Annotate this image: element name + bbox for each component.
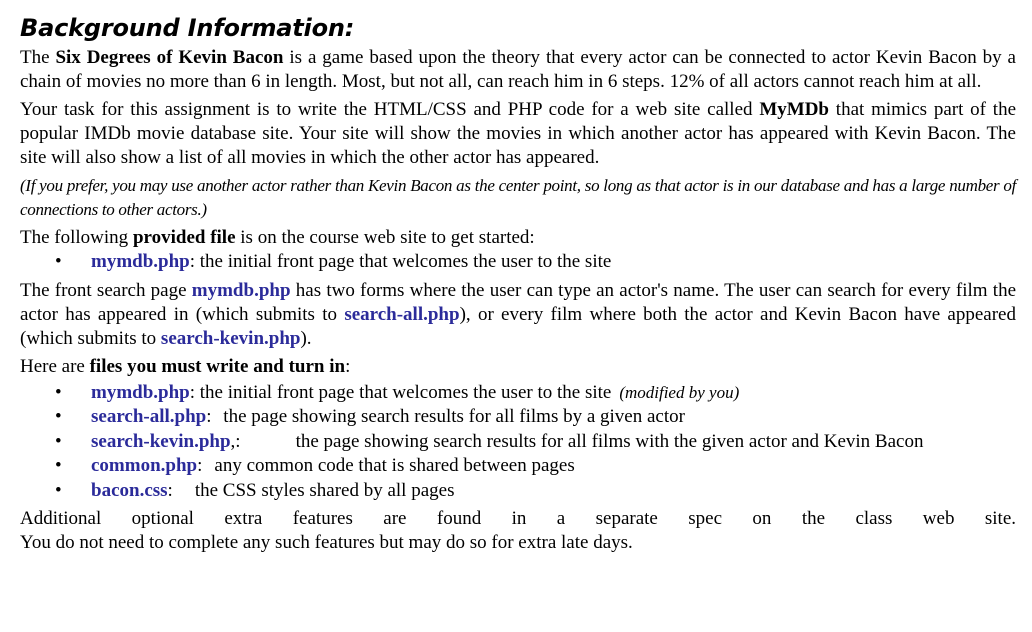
file-name: search-kevin.php xyxy=(91,430,231,452)
file-name: search-all.php xyxy=(344,303,460,325)
file-name: bacon.css xyxy=(91,479,168,501)
alternate-actor-note: (If you prefer, you may use another actor rather than Kevin Bacon as the center point, so long as that actor is in our database and has a large number of connections to other actors.) xyxy=(20,176,1016,219)
text: The following xyxy=(20,227,133,248)
file-name: search-kevin.php xyxy=(160,327,301,349)
bullet-icon: • xyxy=(55,430,62,452)
bullet-icon: • xyxy=(55,479,62,501)
bullet-icon: • xyxy=(55,251,62,272)
intro-paragraph xyxy=(20,46,1016,94)
text: that mimics part of the popular IMDb movie database site. Your site will show the movies in which another actor has appeared with Kevin Bacon. The site will also show a list of all movies in which the other actor has appeared. xyxy=(20,99,1017,168)
bold-term: provided file xyxy=(132,227,236,248)
text: : xyxy=(345,355,351,377)
separator: : xyxy=(189,381,196,403)
file-name: mymdb.php xyxy=(91,381,190,403)
modified-note: (modified by you) xyxy=(619,382,740,402)
turn-in-intro xyxy=(20,355,1016,379)
text: Your task for this assignment is to write the HTML/CSS and PHP code for a web site called xyxy=(20,99,760,120)
list-item xyxy=(20,430,1016,455)
file-description: any common code that is shared between pages xyxy=(214,455,575,476)
turn-in-file-list xyxy=(20,381,1016,504)
document-page xyxy=(20,10,1016,559)
list-item xyxy=(20,405,1016,430)
optional-features-line: Additional optional extra features are found in a separate spec on the class web site. xyxy=(20,508,1016,529)
separator: ,: xyxy=(230,430,241,452)
list-item xyxy=(20,381,1016,406)
file-name: mymdb.php xyxy=(91,251,190,272)
text: is on the course web site to get started: xyxy=(235,227,535,248)
file-name: common.php xyxy=(91,455,198,476)
task-paragraph xyxy=(20,98,1016,170)
file-description: : the initial front page that welcomes the user to the site xyxy=(189,251,612,272)
optional-features-note: You do not need to complete any such features but may do so for extra late days. xyxy=(20,532,633,553)
list-item xyxy=(20,479,1016,504)
file-description: the initial front page that welcomes the user to the site xyxy=(195,381,612,403)
file-name: search-all.php xyxy=(91,406,207,427)
file-description: the page showing search results for all films with the given actor and Kevin Bacon xyxy=(295,430,924,452)
text: is a game based upon the theory that every actor can be connected to actor Kevin Bacon by a chain of movies no more than 6 in length. Most, but not all, can reach him in 6 steps. 12% of all actors cannot reach him at all. xyxy=(20,47,1016,92)
file-name: mymdb.php xyxy=(191,279,291,301)
bullet-icon: • xyxy=(55,406,62,427)
list-item xyxy=(20,454,1016,479)
bold-term: files you must write and turn in xyxy=(89,355,346,377)
text: has two forms where the user can type an actor's name. The user can search for every film the actor has appeared in (which submits to xyxy=(20,279,1016,325)
text: ), or every film where both the actor and Kevin Bacon have appeared (which submits to xyxy=(20,303,1016,349)
file-description: the page showing search results for all films by a given actor xyxy=(218,406,685,427)
bullet-icon: • xyxy=(55,455,62,476)
separator: : xyxy=(206,406,212,427)
bold-term: Six Degrees of Kevin Bacon xyxy=(55,47,284,68)
text: The front search page xyxy=(20,279,192,301)
text: The xyxy=(20,47,56,68)
provided-file-intro xyxy=(20,226,1016,250)
search-page-paragraph xyxy=(20,279,1016,351)
file-description: the CSS styles shared by all pages xyxy=(194,479,455,501)
bullet-icon: • xyxy=(55,381,62,403)
bold-term: MyMDb xyxy=(759,99,829,120)
separator: : xyxy=(167,479,173,501)
provided-file-list xyxy=(20,250,1016,275)
text: ). xyxy=(300,327,312,349)
list-item xyxy=(20,250,1016,275)
text: Here are xyxy=(20,355,90,377)
separator: : xyxy=(197,455,203,476)
section-heading: Background Information: xyxy=(20,14,355,42)
